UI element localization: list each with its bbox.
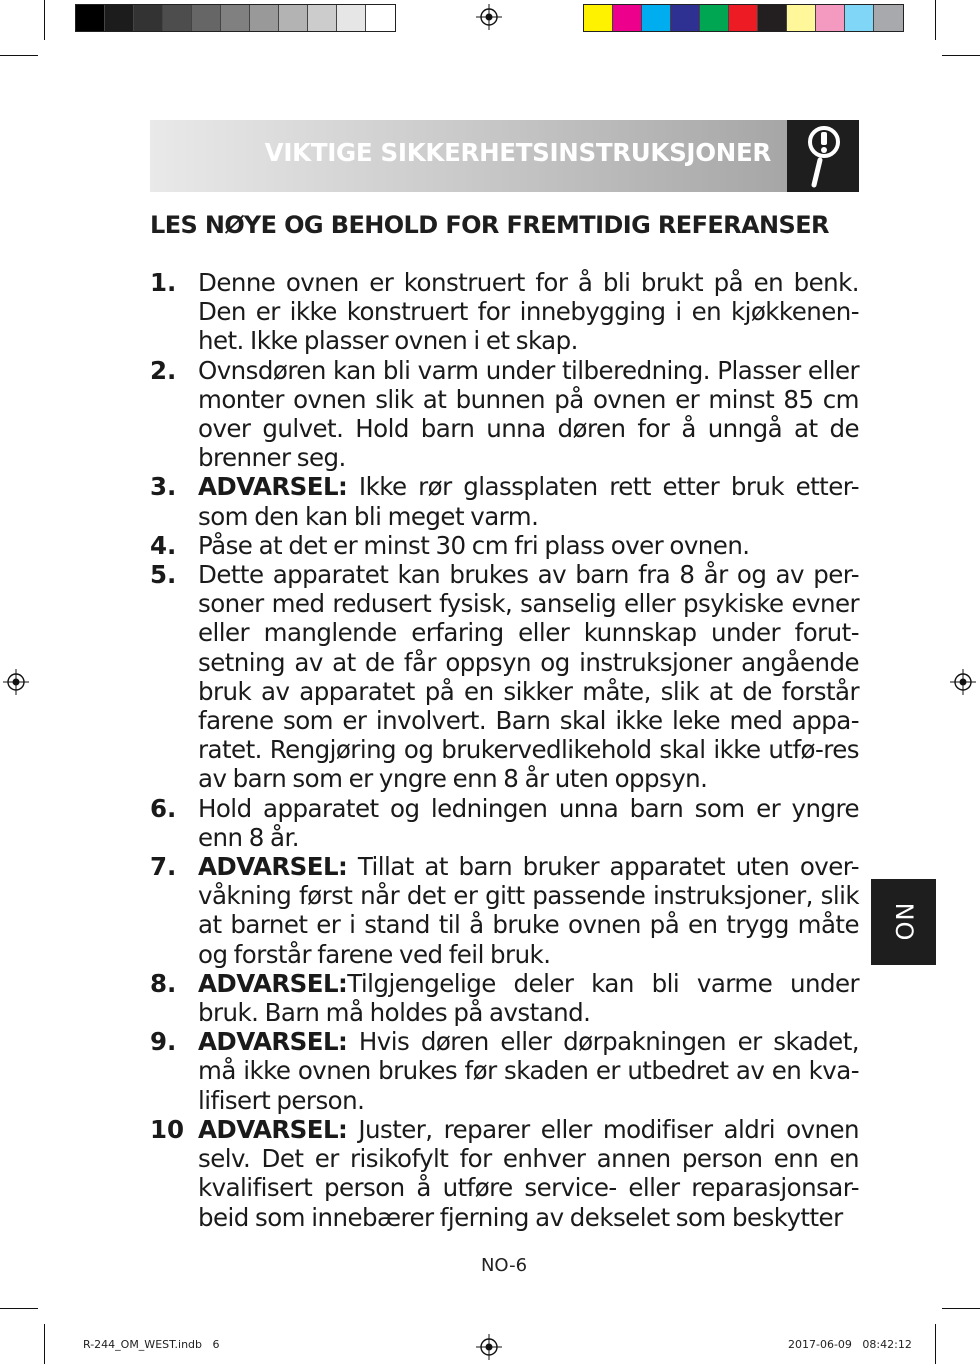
footer-timestamp: 2017-06-09 08:42:12	[788, 1338, 912, 1351]
color-swatch	[613, 5, 642, 31]
color-swatch	[758, 5, 787, 31]
item-number: 5.	[150, 560, 177, 590]
language-tab-label: NO	[889, 902, 918, 942]
item-number: 7.	[150, 852, 177, 882]
grey-swatch	[221, 5, 250, 31]
warning-label: ADVARSEL:	[198, 1027, 348, 1057]
item-number: 6.	[150, 793, 177, 823]
list-item	[150, 268, 859, 356]
registration-mark-icon	[476, 4, 502, 30]
crop-mark	[935, 0, 936, 40]
color-swatch	[816, 5, 845, 31]
page-number: NO-6	[480, 1255, 528, 1276]
crop-mark	[0, 55, 38, 56]
list-item	[150, 472, 859, 530]
color-swatch	[874, 5, 903, 31]
header-icon-box	[787, 120, 859, 192]
registration-mark-icon	[476, 1334, 502, 1360]
item-text: ADVARSEL:Tilgjengelige deler kan bli varme under bruk. Barn må holdes på avstand.	[198, 968, 859, 1028]
list-item	[150, 356, 859, 473]
color-swatch	[787, 5, 816, 31]
list-item	[150, 794, 859, 852]
item-number: 3.	[150, 472, 177, 502]
grey-swatch-bar	[75, 4, 396, 32]
color-swatch-bar	[583, 4, 904, 32]
list-item	[150, 1115, 859, 1232]
color-swatch	[584, 5, 613, 31]
item-number: 2.	[150, 355, 177, 385]
crop-mark	[0, 1308, 38, 1309]
item-text: Ovnsdøren kan bli varm under tilberedning. Plasser eller monter ovnen slik at bunnen på ovnen er minst 85 cm over gulvet. Hold barn unna døren for å unngå at de brenner seg.	[198, 355, 859, 473]
list-item	[150, 969, 859, 1027]
item-text: Dette apparatet kan brukes av barn fra 8 år og av per-soner med redusert fysisk, sanselig eller psykiske evner eller manglende erfaring eller kunnskap under forut-setning av at de får oppsyn og instruksjoner angående bruk av apparatet på en sikker måte, slik at de forstår farene som er involvert. Barn skal ikke leke med appa-ratet. Rengjøring og brukervedlikehold skal ikke utfø-res av barn som er yngre enn 8 år uten oppsyn.	[198, 560, 859, 794]
safety-instruction-list	[150, 268, 859, 1232]
item-number: 4.	[150, 530, 177, 560]
grey-swatch	[134, 5, 163, 31]
language-tab	[871, 879, 936, 965]
grey-swatch	[337, 5, 366, 31]
item-number: 8.	[150, 968, 177, 998]
color-swatch	[642, 5, 671, 31]
list-item	[150, 1027, 859, 1115]
color-swatch	[700, 5, 729, 31]
item-text: ADVARSEL: Tillat at barn bruker apparatet uten over-våkning først når det er gitt passende instruksjoner, slik at barnet er i stand til å bruke ovnen på en trygg måte og forstår farene ved feil bruk.	[198, 852, 859, 969]
grey-swatch	[279, 5, 308, 31]
footer-filename: R-244_OM_WEST.indb 6	[83, 1338, 220, 1351]
item-text: Hold apparatet og ledningen unna barn som er yngre enn 8 år.	[198, 793, 859, 852]
item-number: 10	[150, 1114, 185, 1144]
crop-mark	[44, 1324, 45, 1364]
grey-swatch	[308, 5, 337, 31]
list-item	[150, 531, 859, 560]
list-item	[150, 852, 859, 969]
subheading: LES NØYE OG BEHOLD FOR FREMTIDIG REFERANSER	[150, 211, 829, 239]
grey-swatch	[163, 5, 192, 31]
grey-swatch	[76, 5, 105, 31]
grey-swatch	[250, 5, 279, 31]
crop-mark	[44, 0, 45, 40]
registration-mark-icon	[3, 669, 29, 695]
item-text: Denne ovnen er konstruert for å bli brukt på en benk. Den er ikke konstruert for innebygging i en kjøkkenen-het. Ikke plasser ovnen i et skap.	[198, 268, 859, 356]
item-text: ADVARSEL: Hvis døren eller dørpakningen er skadet, må ikke ovnen brukes før skaden er utbedret av en kva-lifisert person.	[198, 1027, 859, 1115]
warning-label: ADVARSEL:	[198, 1114, 348, 1144]
item-text: ADVARSEL: Juster, reparer eller modifiser aldri ovnen selv. Det er risikofylt for enhver annen person enn en kvalifisert person å utføre service- eller reparasjonsar-beid som innebærer fjerning av dekselet som beskytter	[198, 1114, 859, 1232]
warning-label: ADVARSEL:	[198, 472, 348, 502]
item-text: ADVARSEL: Ikke rør glassplaten rett etter bruk etter-som den kan bli meget varm.	[198, 472, 859, 531]
warning-label: ADVARSEL:	[198, 852, 348, 882]
grey-swatch	[192, 5, 221, 31]
color-swatch	[729, 5, 758, 31]
exclamation-magnifier-icon	[787, 120, 859, 192]
item-number: 9.	[150, 1027, 177, 1057]
grey-swatch	[105, 5, 134, 31]
crop-mark	[942, 55, 980, 56]
section-header	[150, 120, 859, 192]
page-title: VIKTIGE SIKKERHETSINSTRUKSJONER	[264, 138, 771, 167]
item-number: 1.	[150, 268, 177, 297]
color-swatch	[671, 5, 700, 31]
crop-mark	[935, 1324, 936, 1364]
warning-label: ADVARSEL:	[198, 968, 348, 998]
registration-mark-icon	[950, 669, 976, 695]
list-item	[150, 560, 859, 794]
crop-mark	[942, 1308, 980, 1309]
grey-swatch	[366, 5, 395, 31]
item-text: Påse at det er minst 30 cm fri plass over ovnen.	[198, 530, 750, 560]
color-swatch	[845, 5, 874, 31]
